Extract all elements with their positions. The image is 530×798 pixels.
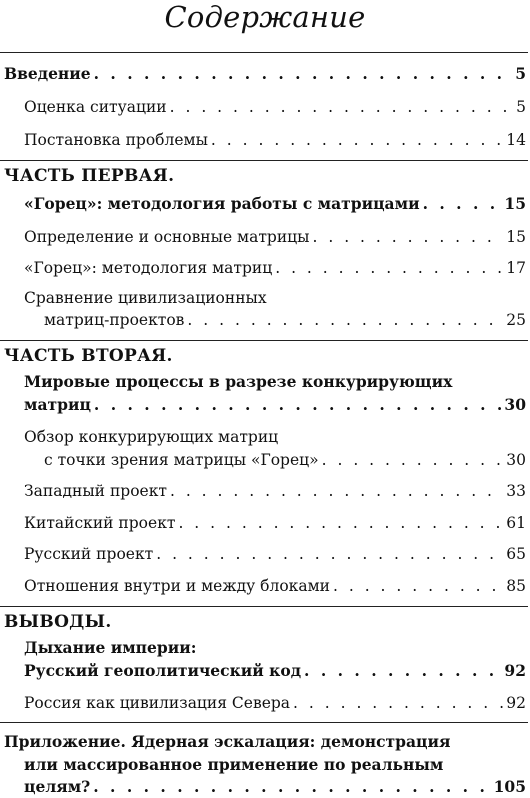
- toc-entry[interactable]: [24, 545, 526, 563]
- toc-page-number: 92: [504, 661, 526, 680]
- toc-page-number: 30: [504, 395, 526, 414]
- toc-entry-first-line: Обзор конкурирующих матриц: [24, 428, 279, 446]
- toc-entry-label: матриц-проектов: [44, 311, 185, 329]
- toc-entry-label: матриц: [24, 395, 91, 414]
- toc-entry-label: с точки зрения матрицы «Горец»: [44, 451, 319, 469]
- toc-entry-label: целям?: [24, 777, 91, 796]
- toc-entry-label: Россия как цивилизация Севера: [24, 694, 291, 712]
- toc-entry[interactable]: [24, 482, 526, 500]
- dot-leader: [322, 451, 504, 469]
- section-divider: [0, 160, 528, 161]
- toc-entry-first-line: Мировые процессы в разрезе конкурирующих: [24, 372, 453, 391]
- toc-entry-label: Отношения внутри и между блоками: [24, 577, 330, 595]
- toc-entry[interactable]: [24, 98, 526, 116]
- dot-leader: [178, 514, 503, 532]
- toc-page-number: 14: [506, 131, 526, 149]
- dot-leader: [293, 694, 503, 712]
- dot-leader: [93, 777, 490, 796]
- toc-entry-label: Постановка проблемы: [24, 131, 208, 149]
- toc-page-number: 105: [493, 777, 526, 796]
- dot-leader: [94, 64, 513, 83]
- toc-entry[interactable]: [24, 514, 526, 532]
- dot-leader: [94, 395, 502, 414]
- dot-leader: [156, 545, 503, 563]
- toc-page-number: 65: [506, 545, 526, 563]
- page-title: Содержание: [164, 0, 366, 34]
- toc-entry-label: «Горец»: методология матриц: [24, 259, 273, 277]
- section-divider: [0, 52, 528, 53]
- toc-entry[interactable]: [24, 228, 526, 246]
- toc-entry[interactable]: [24, 259, 526, 277]
- toc-page-number: 17: [506, 259, 526, 277]
- part-heading: ЧАСТЬ ПЕРВАЯ.: [4, 166, 175, 186]
- dot-leader: [313, 228, 504, 246]
- dot-leader: [423, 194, 502, 213]
- toc-page-number: 85: [506, 577, 526, 595]
- dot-leader: [170, 98, 514, 116]
- toc-entry-chapter[interactable]: [24, 194, 526, 213]
- dot-leader: [304, 661, 501, 680]
- toc-entry[interactable]: [24, 577, 526, 595]
- toc-entry-label: Оценка ситуации: [24, 98, 167, 116]
- toc-entry-label: Определение и основные матрицы: [24, 228, 310, 246]
- toc-entry-label: Русский геополитический код: [24, 661, 302, 680]
- toc-entry[interactable]: [44, 311, 526, 329]
- toc-page-number: 5: [515, 64, 526, 83]
- toc-entry-label: Русский проект: [24, 545, 154, 563]
- toc-entry-label: Западный проект: [24, 482, 167, 500]
- toc-entry[interactable]: [44, 451, 526, 469]
- toc-entry-label: Китайский проект: [24, 514, 176, 532]
- toc-entry[interactable]: [24, 131, 526, 149]
- toc-page-number: 15: [504, 194, 526, 213]
- section-divider: [0, 722, 528, 723]
- dot-leader: [211, 131, 503, 149]
- toc-entry-label: Введение: [4, 64, 91, 83]
- toc-entry-intro[interactable]: [4, 64, 526, 83]
- part-heading: ВЫВОДЫ.: [4, 612, 112, 632]
- toc-entry-appendix[interactable]: [24, 777, 526, 796]
- toc-page-number: 33: [506, 482, 526, 500]
- toc-entry[interactable]: [24, 694, 526, 712]
- toc-entry-label: «Горец»: методология работы с матрицами: [24, 194, 420, 213]
- toc-entry-chapter[interactable]: [24, 395, 526, 414]
- toc-entry-first-line: Приложение. Ядерная эскалация: демонстрация: [4, 732, 451, 751]
- toc-page-number: 92: [506, 694, 526, 712]
- section-divider: [0, 340, 528, 341]
- toc-page-number: 15: [506, 228, 526, 246]
- toc-page-number: 5: [516, 98, 526, 116]
- dot-leader: [275, 259, 503, 277]
- dot-leader: [333, 577, 503, 595]
- toc-page-number: 61: [506, 514, 526, 532]
- dot-leader: [187, 311, 503, 329]
- dot-leader: [170, 482, 503, 500]
- toc-entry-second-line: или массированное применение по реальным: [24, 755, 444, 774]
- toc-entry-first-line: Сравнение цивилизационных: [24, 289, 267, 307]
- toc-page-number: 25: [506, 311, 526, 329]
- toc-page-number: 30: [506, 451, 526, 469]
- toc-entry-first-line: Дыхание империи:: [24, 638, 197, 657]
- toc-entry-chapter[interactable]: [24, 661, 526, 680]
- section-divider: [0, 606, 528, 607]
- part-heading: ЧАСТЬ ВТОРАЯ.: [4, 346, 173, 366]
